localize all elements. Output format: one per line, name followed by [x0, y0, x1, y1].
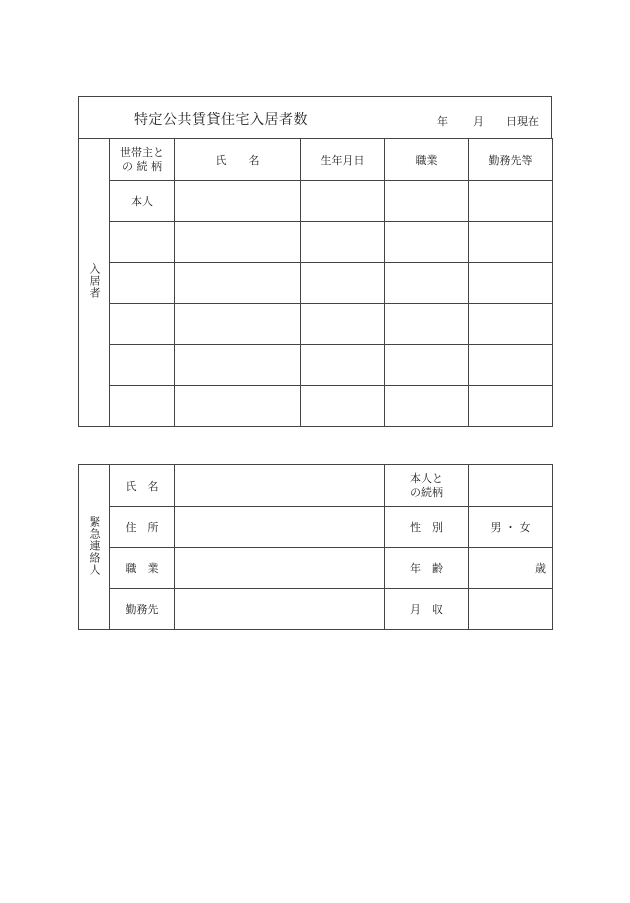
workplace-cell[interactable] — [469, 263, 553, 304]
age-unit: 歳 — [535, 562, 546, 575]
table-row — [79, 222, 553, 263]
table-row — [79, 465, 553, 507]
relation-cell[interactable] — [110, 345, 175, 386]
name-cell[interactable] — [175, 263, 301, 304]
header-relation: 世帯主と の 続 柄 — [110, 139, 175, 181]
emergency-workplace-label: 勤務先 — [110, 589, 175, 630]
emergency-name-field[interactable] — [175, 465, 385, 507]
date-year-label: 年 — [437, 115, 448, 128]
residents-table — [78, 138, 553, 427]
relation-cell[interactable] — [110, 263, 175, 304]
emergency-age-label: 年 齢 — [385, 548, 469, 589]
emergency-contact-table — [78, 464, 553, 630]
relation-cell[interactable] — [110, 222, 175, 263]
emergency-income-label: 月 収 — [385, 589, 469, 630]
date-month-label: 月 — [473, 115, 484, 128]
form-title: 特定公共賃貸住宅入居者数 — [134, 112, 308, 128]
birthdate-cell[interactable] — [301, 304, 385, 345]
emergency-contact-section — [78, 464, 552, 630]
table-row — [79, 304, 553, 345]
birthdate-cell[interactable] — [301, 345, 385, 386]
workplace-cell[interactable] — [469, 386, 553, 427]
emergency-address-label: 住 所 — [110, 507, 175, 548]
birthdate-cell[interactable] — [301, 386, 385, 427]
workplace-cell[interactable] — [469, 222, 553, 263]
form-title-bar — [78, 96, 552, 139]
emergency-name-label: 氏 名 — [110, 465, 175, 507]
occupation-cell[interactable] — [385, 304, 469, 345]
name-cell[interactable] — [175, 386, 301, 427]
emergency-gender-label: 性 別 — [385, 507, 469, 548]
occupation-cell[interactable] — [385, 181, 469, 222]
emergency-gender-field[interactable]: 男 ・ 女 — [469, 507, 553, 548]
date-day-label: 日現在 — [506, 115, 539, 128]
table-row — [79, 263, 553, 304]
emergency-occupation-label: 職 業 — [110, 548, 175, 589]
residents-section — [78, 138, 552, 427]
table-row — [79, 181, 553, 222]
residents-section-label: 入居者 — [79, 139, 110, 427]
relation-cell[interactable] — [110, 386, 175, 427]
name-cell[interactable] — [175, 222, 301, 263]
emergency-address-field[interactable] — [175, 507, 385, 548]
emergency-section-label: 緊急連絡人 — [79, 465, 110, 630]
emergency-relation-label: 本人と の続柄 — [385, 465, 469, 507]
emergency-income-field[interactable] — [469, 589, 553, 630]
relation-cell-self[interactable]: 本人 — [110, 181, 175, 222]
table-row — [79, 507, 553, 548]
occupation-cell[interactable] — [385, 386, 469, 427]
name-cell[interactable] — [175, 345, 301, 386]
birthdate-cell[interactable] — [301, 181, 385, 222]
emergency-occupation-field[interactable] — [175, 548, 385, 589]
name-cell[interactable] — [175, 304, 301, 345]
birthdate-cell[interactable] — [301, 222, 385, 263]
relation-cell[interactable] — [110, 304, 175, 345]
header-workplace: 勤務先等 — [469, 139, 553, 181]
header-occupation: 職業 — [385, 139, 469, 181]
occupation-cell[interactable] — [385, 345, 469, 386]
table-row — [79, 386, 553, 427]
table-row — [79, 345, 553, 386]
occupation-cell[interactable] — [385, 222, 469, 263]
header-name: 氏 名 — [175, 139, 301, 181]
workplace-cell[interactable] — [469, 345, 553, 386]
workplace-cell[interactable] — [469, 181, 553, 222]
table-row — [79, 589, 553, 630]
birthdate-cell[interactable] — [301, 263, 385, 304]
name-cell[interactable] — [175, 181, 301, 222]
emergency-workplace-field[interactable] — [175, 589, 385, 630]
table-row — [79, 548, 553, 589]
emergency-age-field[interactable] — [469, 548, 553, 589]
workplace-cell[interactable] — [469, 304, 553, 345]
header-birthdate: 生年月日 — [301, 139, 385, 181]
occupation-cell[interactable] — [385, 263, 469, 304]
emergency-relation-field[interactable] — [469, 465, 553, 507]
